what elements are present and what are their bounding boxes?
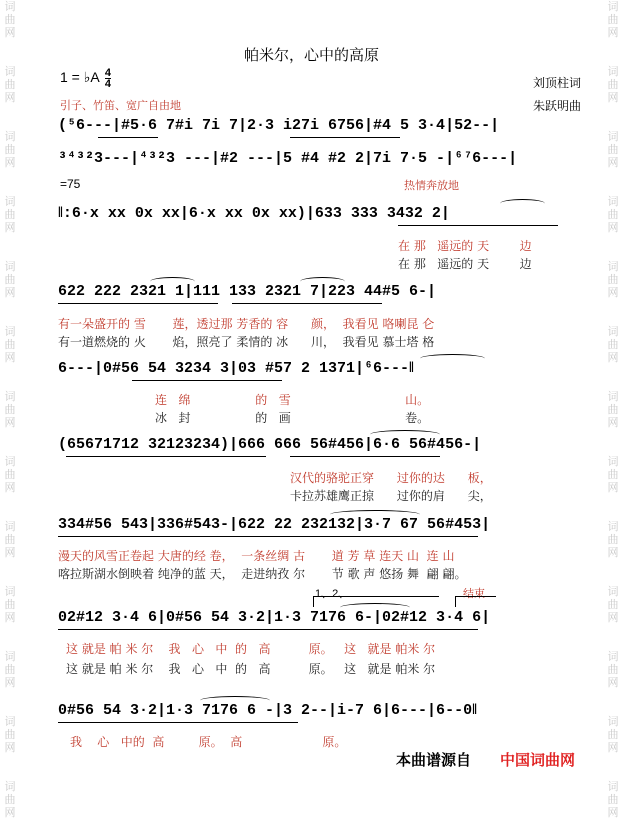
watermark-glyph: 词	[4, 585, 16, 598]
watermark-glyph: 词	[607, 260, 619, 273]
watermark-glyph: 曲	[4, 273, 16, 286]
watermark-glyph: 网	[4, 481, 16, 494]
volta-bracket	[313, 596, 439, 607]
watermark-glyph: 曲	[4, 598, 16, 611]
beam-line	[66, 456, 266, 457]
watermark-glyph: 曲	[607, 598, 619, 611]
score-line-7: 334#56 543|336#543-|622 22 232132|3·7 67 56#453|	[58, 516, 491, 533]
watermark-glyph: 词	[4, 780, 16, 793]
watermark-glyph: 曲	[4, 338, 16, 351]
watermark-glyph: 曲	[607, 468, 619, 481]
score-line-6: (65671712 32123234)|666 666 56#456|6·6 56#456-|	[58, 436, 482, 453]
watermark-glyph: 曲	[4, 728, 16, 741]
watermark-glyph: 词	[4, 650, 16, 663]
lyrics-line: 我 心 中的 高 原。 高 原。	[70, 735, 347, 749]
score-line-8: 02#12 3·4 6|0#56 54 3·2|1·3 7176 6-|02#12 3·4 6|	[58, 609, 491, 626]
watermark-glyph: 网	[4, 156, 16, 169]
watermark-glyph: 词	[4, 130, 16, 143]
watermark-glyph: 词	[607, 0, 619, 13]
watermark-glyph: 曲	[607, 143, 619, 156]
watermark-glyph: 词	[4, 715, 16, 728]
beam-line	[232, 303, 382, 304]
watermark-glyph: 词	[4, 0, 16, 13]
time-signature-bottom: 4	[104, 78, 111, 90]
composer: 朱跃明曲	[533, 99, 582, 113]
source-credit: 本曲谱源自	[396, 752, 472, 769]
watermark-glyph: 词	[607, 325, 619, 338]
watermark-glyph: 曲	[4, 78, 16, 91]
tempo-mark: =75	[60, 177, 81, 191]
watermark-glyph: 网	[4, 351, 16, 364]
watermark-glyph: 曲	[4, 143, 16, 156]
watermark-glyph: 词	[607, 455, 619, 468]
watermark-glyph: 词	[607, 715, 619, 728]
lyricist: 刘顶柱词	[533, 76, 582, 90]
watermark-glyph: 曲	[4, 663, 16, 676]
lyrics-line: 冰 封 的 画 卷。	[155, 411, 430, 425]
watermark-glyph: 曲	[607, 403, 619, 416]
beam-line	[290, 456, 440, 457]
watermark-glyph: 网	[607, 416, 619, 429]
watermark-glyph: 网	[607, 546, 619, 559]
score-line-2: ³⁴³²3---|⁴³²3 ---|#2 ---|5 #4 #2 2|7i 7·5 -|⁶⁷6---|	[58, 150, 518, 167]
beam-line	[58, 629, 478, 630]
watermark-glyph: 曲	[4, 468, 16, 481]
lyrics-line: 有一朵盛开的 雪 莲，透过那 芳香的 容 颜， 我看见 咯喇昆 仑	[58, 317, 435, 331]
lyrics-line: 卡拉苏雄鹰正掠 过你的肩 尖，	[290, 489, 492, 503]
watermark-glyph: 词	[4, 325, 16, 338]
watermark-glyph: 曲	[607, 208, 619, 221]
watermark-glyph: 网	[4, 611, 16, 624]
watermark-glyph: 词	[607, 65, 619, 78]
watermark-glyph: 网	[607, 286, 619, 299]
watermark-glyph: 网	[607, 351, 619, 364]
watermark-glyph: 网	[607, 91, 619, 104]
beam-line	[398, 225, 558, 226]
watermark-glyph: 曲	[607, 273, 619, 286]
watermark-glyph: 词	[607, 650, 619, 663]
key-text: 1 = ♭A	[60, 69, 99, 86]
slur	[150, 277, 195, 286]
song-title: 帕米尔，心中的高原	[243, 47, 379, 64]
slur	[300, 277, 345, 286]
watermark-glyph: 网	[4, 416, 16, 429]
watermark-glyph: 词	[607, 130, 619, 143]
watermark-glyph: 网	[4, 286, 16, 299]
lyrics-line: 在 那 遥远的 天 边	[398, 239, 532, 253]
lyrics-line: 有一道燃烧的 火 焰，照亮了 柔情的 冰 川， 我看见 慕士塔 格	[58, 335, 435, 349]
watermark-glyph: 网	[607, 156, 619, 169]
beam-line	[58, 536, 478, 537]
beam-line	[98, 137, 158, 138]
brand-link[interactable]: 中国词曲网	[500, 752, 576, 769]
watermark-glyph: 曲	[607, 728, 619, 741]
key-signature	[60, 68, 111, 89]
lyrics-line: 这 就是 帕 米 尔 我 心 中 的 高 原。 这 就是 帕米 尔	[66, 662, 436, 676]
watermark-glyph: 词	[607, 780, 619, 793]
beam-line	[290, 137, 400, 138]
volta-first-ending: 1、2、	[315, 588, 350, 600]
time-signature-top: 4	[104, 67, 111, 79]
watermark-glyph: 词	[607, 520, 619, 533]
slur	[200, 696, 270, 705]
watermark-glyph: 词	[607, 390, 619, 403]
lyrics-line: 这 就是 帕 米 尔 我 心 中 的 高 原。 这 就是 帕米 尔	[66, 642, 436, 656]
watermark-glyph: 网	[4, 676, 16, 689]
watermark-glyph: 词	[607, 585, 619, 598]
intro-instruction: 引子、竹笛、宽广自由地	[60, 100, 181, 112]
lyrics-line: 在 那 遥远的 天 边	[398, 257, 532, 271]
watermark-right	[603, 0, 623, 819]
lyrics-line: 喀拉斯湖水倒映着 纯净的蓝 天， 走进纳孜 尔 节 歌 声 悠扬 舞 翩 翩。	[58, 567, 467, 581]
watermark-left	[0, 0, 20, 819]
watermark-glyph: 词	[4, 455, 16, 468]
watermark-glyph: 曲	[4, 13, 16, 26]
score-line-4: 622 222 2321 1|111 133 2321 7|223 44#5 6-|	[58, 283, 437, 300]
watermark-glyph: 曲	[607, 663, 619, 676]
watermark-glyph: 曲	[607, 533, 619, 546]
watermark-glyph: 词	[4, 65, 16, 78]
lyrics-line: 连 绵 的 雪 山。	[155, 393, 430, 407]
expression-mark: 热情奔放地	[404, 180, 459, 192]
watermark-glyph: 词	[4, 195, 16, 208]
watermark-glyph: 曲	[4, 208, 16, 221]
watermark-glyph: 网	[607, 741, 619, 754]
beam-line	[132, 380, 282, 381]
watermark-glyph: 词	[4, 390, 16, 403]
watermark-glyph: 网	[607, 221, 619, 234]
watermark-glyph: 网	[607, 676, 619, 689]
watermark-glyph: 曲	[4, 533, 16, 546]
score-line-9: 0#56 54 3·2|1·3 7176 6 -|3 2--|i-7 6|6---|6--0‖	[58, 702, 477, 719]
watermark-glyph: 网	[4, 221, 16, 234]
watermark-glyph: 曲	[607, 78, 619, 91]
lyrics-line: 汉代的骆驼正穿 过你的达 板，	[290, 471, 492, 485]
watermark-glyph: 曲	[4, 403, 16, 416]
slur	[420, 354, 485, 363]
watermark-glyph: 曲	[607, 338, 619, 351]
slur	[370, 430, 440, 439]
lyrics-line: 漫天的风雪正卷起 大唐的经 卷， 一条丝绸 古 道 芳 草 连天 山 连 山	[58, 549, 455, 563]
watermark-glyph: 词	[4, 260, 16, 273]
score-line-5: 6---|0#56 54 3234 3|03 #57 2 1371|⁶6---‖	[58, 360, 414, 377]
watermark-glyph: 网	[4, 806, 16, 819]
time-signature	[105, 68, 111, 89]
watermark-glyph: 网	[4, 91, 16, 104]
watermark-glyph: 网	[4, 26, 16, 39]
watermark-glyph: 词	[4, 520, 16, 533]
watermark-glyph: 网	[607, 611, 619, 624]
watermark-glyph: 曲	[607, 13, 619, 26]
watermark-glyph: 网	[607, 26, 619, 39]
watermark-glyph: 曲	[4, 793, 16, 806]
watermark-glyph: 曲	[607, 793, 619, 806]
watermark-glyph: 网	[607, 806, 619, 819]
watermark-glyph: 网	[607, 481, 619, 494]
end-bracket	[455, 596, 496, 607]
watermark-glyph: 网	[4, 546, 16, 559]
slur	[500, 199, 545, 208]
watermark-glyph: 词	[607, 195, 619, 208]
score-line-3: ‖:6·x xx 0x xx|6·x xx 0x xx)|633 333 3432 2|	[58, 205, 450, 222]
beam-line	[58, 722, 298, 723]
watermark-glyph: 网	[4, 741, 16, 754]
slur	[330, 510, 420, 519]
beam-line	[58, 303, 218, 304]
score-line-1: (⁵6---|#5·6 7#i 7i 7|2·3 i27i 6756|#4 5 3·4|52--|	[58, 117, 500, 134]
volta-end: 结束	[463, 588, 485, 600]
